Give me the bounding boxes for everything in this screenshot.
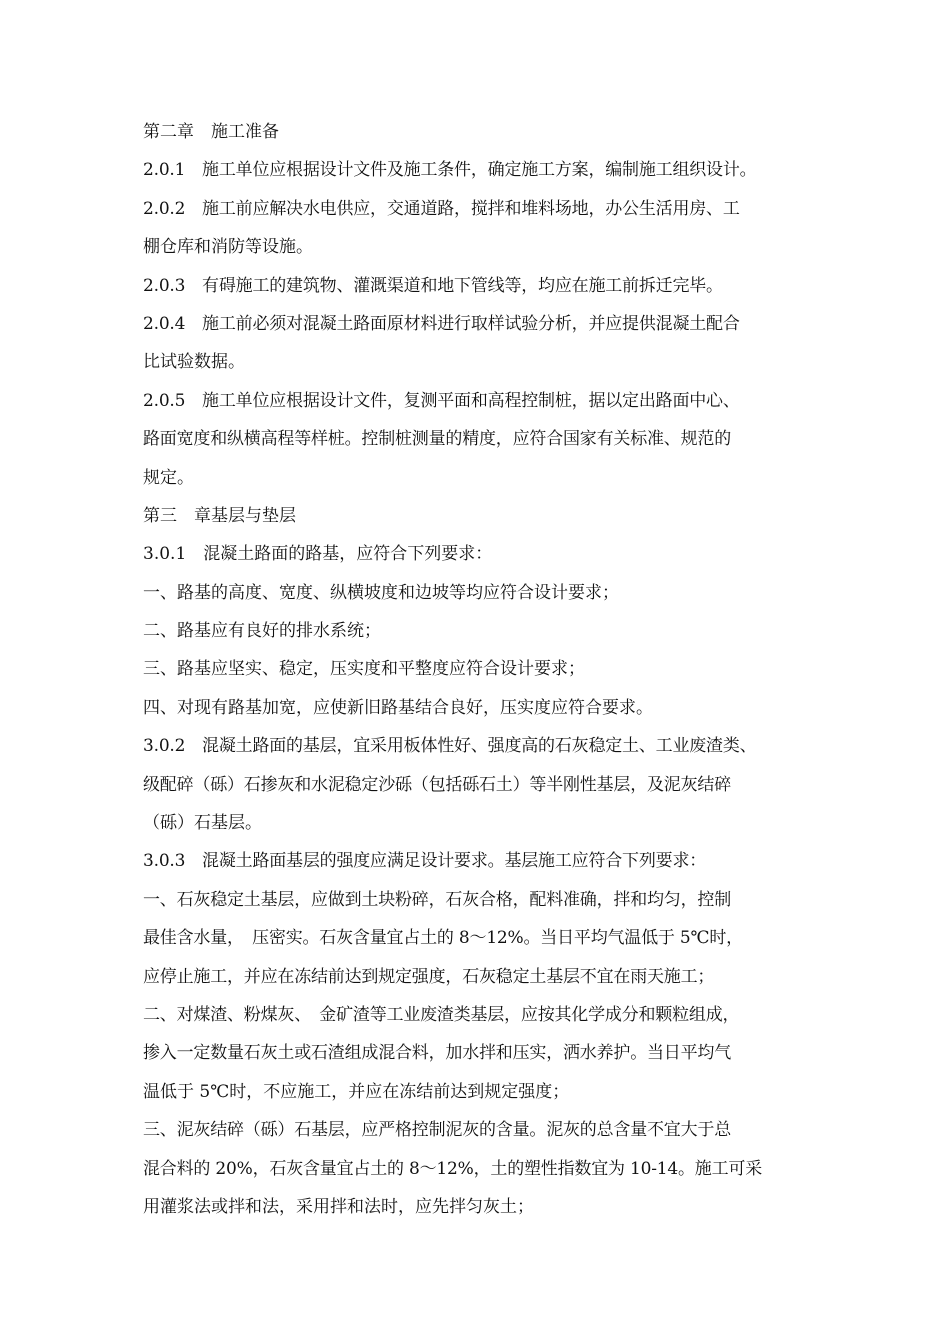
clause-2-0-2-line-1: 2.0.2 施工前应解决水电供应，交通道路，搅拌和堆料场地，办公生活用房、工 <box>143 198 740 219</box>
document-body <box>143 113 813 1226</box>
clause-3-0-1-item-1: 一、路基的高度、宽度、纵横坡度和边坡等均应符合设计要求； <box>143 582 619 603</box>
clause-2-0-1: 2.0.1 施工单位应根据设计文件及施工条件，确定施工方案，编制施工组织设计。 <box>143 160 757 181</box>
clause-3-0-3-item-1-line-3: 应停止施工，并应在冻结前达到规定强度，石灰稳定土基层不宜在雨天施工； <box>143 966 715 987</box>
clause-2-0-3: 2.0.3 有碍施工的建筑物、灌溉渠道和地下管线等，均应在施工前拆迁完毕。 <box>143 275 723 296</box>
clause-3-0-3-item-3-line-3: 用灌浆法或拌和法，采用拌和法时，应先拌匀灰土； <box>143 1196 534 1217</box>
clause-3-0-1-item-4: 四、对现有路基加宽，应使新旧路基结合良好，压实度应符合要求。 <box>143 697 653 718</box>
clause-3-0-3-item-2-line-3: 温低于 5℃时，不应施工，并应在冻结前达到规定强度； <box>143 1081 570 1102</box>
chapter-2-heading: 第二章 施工准备 <box>143 122 279 142</box>
clause-3-0-1-item-2: 二、路基应有良好的排水系统； <box>143 621 381 642</box>
clause-3-0-1-item-3: 三、路基应坚实、稳定，压实度和平整度应符合设计要求； <box>143 659 585 680</box>
clause-2-0-5-line-2: 路面宽度和纵横高程等样桩。控制桩测量的精度，应符合国家有关标准、规范的 <box>143 429 731 450</box>
clause-2-0-5-line-3: 规定。 <box>143 467 194 488</box>
clause-3-0-3-item-1-line-2: 最佳含水量， 压密实。石灰含量宜占土的 8～12%。当日平均气温低于 5℃时， <box>143 928 743 949</box>
clause-3-0-1: 3.0.1 混凝土路面的路基，应符合下列要求： <box>143 544 493 565</box>
clause-3-0-2-line-3: （砾）石基层。 <box>143 813 262 834</box>
clause-3-0-2-line-1: 3.0.2 混凝土路面的基层，宜采用板体性好、强度高的石灰稳定土、工业废渣类、 <box>143 736 757 757</box>
clause-2-0-2-line-2: 棚仓库和消防等设施。 <box>143 237 313 258</box>
clause-3-0-3-item-2-line-1: 二、对煤渣、粉煤灰、 金矿渣等工业废渣类基层，应按其化学成分和颗粒组成， <box>143 1004 740 1025</box>
clause-3-0-3-item-2-line-2: 掺入一定数量石灰土或石渣组成混合料，加水拌和压实，洒水养护。当日平均气 <box>143 1043 731 1064</box>
clause-2-0-4-line-1: 2.0.4 施工前必须对混凝土路面原材料进行取样试验分析，并应提供混凝土配合 <box>143 313 740 334</box>
clause-3-0-3-item-1-line-1: 一、石灰稳定土基层，应做到土块粉碎，石灰合格，配料准确，拌和均匀，控制 <box>143 889 731 910</box>
clause-3-0-3-item-3-line-2: 混合料的 20%，石灰含量宜占土的 8～12%，土的塑性指数宜为 10-14。施工可采 <box>143 1158 763 1179</box>
clause-2-0-4-line-2: 比试验数据。 <box>143 352 245 373</box>
clause-3-0-2-line-2: 级配碎（砾）石掺灰和水泥稳定沙砾（包括砾石土）等半刚性基层，及泥灰结碎 <box>143 774 731 795</box>
clause-3-0-3: 3.0.3 混凝土路面基层的强度应满足设计要求。基层施工应符合下列要求： <box>143 851 707 872</box>
chapter-3-heading: 第三 章基层与垫层 <box>143 505 296 526</box>
clause-3-0-3-item-3-line-1: 三、泥灰结碎（砾）石基层，应严格控制泥灰的含量。泥灰的总含量不宜大于总 <box>143 1120 731 1141</box>
clause-2-0-5-line-1: 2.0.5 施工单位应根据设计文件，复测平面和高程控制桩，据以定出路面中心、 <box>143 390 740 411</box>
